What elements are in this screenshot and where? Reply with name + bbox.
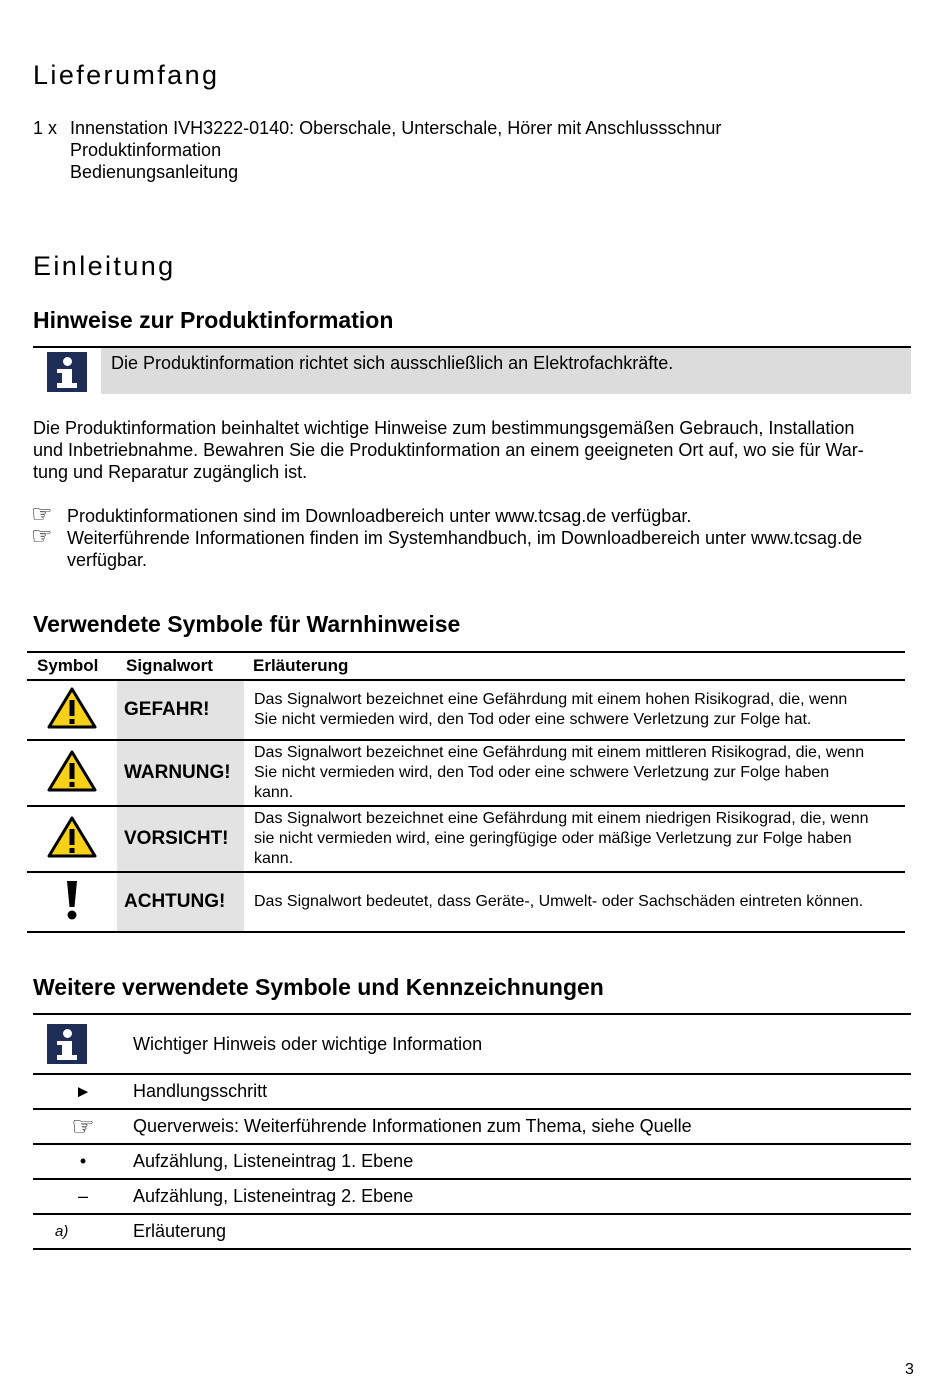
symbols-heading: Weitere verwendete Symbole und Kennzeichnungen xyxy=(33,974,604,1000)
table-row xyxy=(33,1214,911,1249)
exclamation-icon xyxy=(27,872,117,932)
pointing-hand-icon: ☞ xyxy=(31,523,53,550)
page-number: 3 xyxy=(905,1361,914,1378)
column-header: Signalwort xyxy=(117,652,244,680)
signal-word: VORSICHT! xyxy=(117,806,244,872)
dash-icon: – xyxy=(33,1179,133,1214)
table-row xyxy=(33,1074,911,1109)
ref-text: Produktinformationen sind im Downloadbereich unter www.tcsag.de verfügbar. xyxy=(67,506,692,526)
info-box-text: Die Produktinformation richtet sich ausschließlich an Elektrofachkräfte. xyxy=(111,353,674,373)
signal-description: Das Signalwort bedeutet, dass Geräte-, Umwelt- oder Sachschäden eintreten können. xyxy=(244,872,905,932)
symbols-table xyxy=(33,1013,911,1250)
symbol-description: Erläuterung xyxy=(133,1214,911,1249)
intro-heading: Einleitung xyxy=(33,251,176,281)
scope-heading: Lieferumfang xyxy=(33,60,220,90)
scope-item: Produktinformation xyxy=(70,140,222,160)
info-icon xyxy=(47,352,87,392)
column-header: Erläuterung xyxy=(244,652,905,680)
intro-subheading: Hinweise zur Produktinformation xyxy=(33,307,394,333)
symbol-description: Aufzählung, Listeneintrag 2. Ebene xyxy=(133,1179,911,1214)
table-row xyxy=(27,872,905,932)
signal-description: Das Signalwort bezeichnet eine Gefährdung mit einem hohen Risikograd, die, wenn Sie nicht vermieden wird, den Tod oder eine schwere Verletzung zur Folge hat. xyxy=(244,680,905,740)
scope-qty: 1 x xyxy=(33,118,58,138)
table-row xyxy=(33,1109,911,1144)
ref-text: Weiterführende Informationen finden im Systemhandbuch, im Downloadbereich unter www.tcsag.de xyxy=(67,528,863,548)
signal-description: Das Signalwort bezeichnet eine Gefährdung mit einem niedrigen Risikograd, die, wenn sie nicht vermieden wird, eine geringfügige oder mäßige Verletzung zur Folge haben kann. xyxy=(244,806,905,872)
symbol-description: Handlungsschritt xyxy=(133,1074,911,1109)
column-header: Symbol xyxy=(27,652,117,680)
scope-item: Innenstation IVH3222-0140: Oberschale, Unterschale, Hörer mit Anschlussschnur xyxy=(70,118,722,138)
info-box xyxy=(33,346,911,394)
signal-word: ACHTUNG! xyxy=(117,872,244,932)
symbol-description: Aufzählung, Listeneintrag 1. Ebene xyxy=(133,1144,911,1179)
signal-word: WARNUNG! xyxy=(117,740,244,806)
intro-paragraph-line: Die Produktinformation beinhaltet wichtige Hinweise zum bestimmungsgemäßen Gebrauch, Installation xyxy=(33,418,855,438)
table-row xyxy=(27,806,905,872)
scope-item: Bedienungsanleitung xyxy=(70,162,239,182)
ref-text: verfügbar. xyxy=(67,550,148,570)
warnings-table xyxy=(27,651,905,933)
table-row xyxy=(33,1144,911,1179)
pointing-hand-icon: ☞ xyxy=(33,1109,133,1144)
intro-paragraph-line: tung und Reparatur zugänglich ist. xyxy=(33,462,308,482)
info-icon xyxy=(33,1014,133,1074)
signal-description: Das Signalwort bezeichnet eine Gefährdung mit einem mittleren Risikograd, die, wenn Sie nicht vermieden wird, den Tod oder eine schwere Verletzung zur Folge haben kann. xyxy=(244,740,905,806)
table-row xyxy=(27,740,905,806)
table-row xyxy=(33,1014,911,1074)
warning-triangle-icon xyxy=(27,740,117,806)
pointing-hand-icon: ☞ xyxy=(31,501,53,528)
signal-word: GEFAHR! xyxy=(117,680,244,740)
symbol-description: Querverweis: Weiterführende Informationen zum Thema, siehe Quelle xyxy=(133,1109,911,1144)
warning-triangle-icon xyxy=(27,680,117,740)
bullet-icon: • xyxy=(33,1144,133,1179)
table-row xyxy=(27,680,905,740)
intro-paragraph-line: und Inbetriebnahme. Bewahren Sie die Produktinformation an einem geeigneten Ort auf, wo sie für War- xyxy=(33,440,864,460)
triangle-arrow-icon: ► xyxy=(33,1074,133,1109)
symbol-description: Wichtiger Hinweis oder wichtige Information xyxy=(133,1014,911,1074)
warnings-heading: Verwendete Symbole für Warnhinweise xyxy=(33,611,461,637)
table-row xyxy=(33,1179,911,1214)
letter-a-icon: a) xyxy=(33,1214,133,1249)
warning-triangle-icon xyxy=(27,806,117,872)
